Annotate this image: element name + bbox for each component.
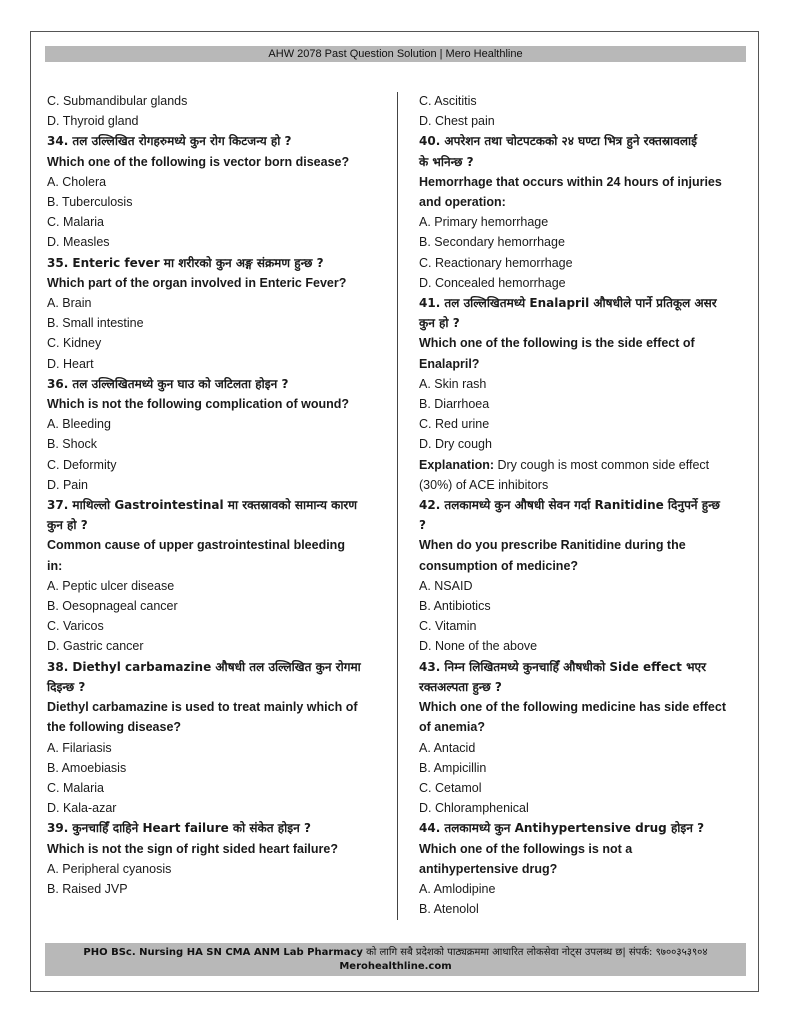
answer-option: C. Submandibular glands: [47, 94, 188, 108]
answer-option: B. Raised JVP: [47, 881, 128, 896]
answer-option: A. Brain: [47, 296, 92, 311]
answer-option: B. Tuberculosis: [47, 195, 133, 210]
answer-option: A. Filariasis: [47, 740, 112, 755]
answer-option: A. NSAID: [419, 578, 473, 593]
question-english: Common cause of upper gastrointestinal bleeding: [47, 538, 345, 553]
question-nepali: 41. तल उल्लिखितमध्ये Enalapril औषधीले पार्ने प्रतिकूल असर: [419, 296, 717, 311]
left-column: [47, 91, 377, 899]
answer-option: D. Dry cough: [419, 437, 492, 452]
answer-option: A. Cholera: [47, 174, 107, 189]
answer-option: C. Ascititis: [419, 94, 477, 108]
explanation: [419, 455, 749, 475]
answer-option: A. Skin rash: [419, 376, 487, 391]
question-english: Which one of the following medicine has side effect: [419, 700, 726, 715]
question-english: of anemia?: [419, 720, 485, 735]
question-english: Which is not the sign of right sided heart failure?: [47, 841, 338, 856]
question-english: the following disease?: [47, 720, 182, 735]
header-title: AHW 2078 Past Question Solution | Mero Healthline: [268, 48, 523, 60]
question-english: Which part of the organ involved in Enteric Fever?: [47, 275, 347, 290]
answer-option: B. Ampicillin: [419, 760, 487, 775]
answer-option: C. Kidney: [47, 336, 102, 351]
question-nepali: 34. तल उल्लिखित रोगहरुमध्ये कुन रोग किटजन्य हो ?: [47, 134, 292, 149]
question-english: Which one of the followings is not a: [419, 841, 633, 856]
answer-option: D. Pain: [47, 477, 88, 492]
explanation-label: Explanation:: [419, 457, 495, 472]
question-english: Which one of the following is vector born disease?: [47, 154, 350, 169]
question-nepali: दिइन्छ ?: [47, 679, 86, 694]
answer-option: D. Kala-azar: [47, 801, 117, 816]
question-nepali: 43. निम्न लिखितमध्ये कुनचाहिँ औषधीको Side effect भएर: [419, 659, 707, 674]
footer-website: Merohealthline.com: [339, 961, 452, 972]
question-english: Which is not the following complication of wound?: [47, 397, 350, 412]
column-divider: [397, 92, 398, 920]
question-nepali: 38. Diethyl carbamazine औषधी तल उल्लिखित कुन रोगमा: [47, 659, 361, 674]
question-english: in:: [47, 558, 63, 573]
answer-option: C. Varicos: [47, 619, 104, 634]
explanation-text: Dry cough is most common side effect: [494, 457, 710, 472]
question-english: antihypertensive drug?: [419, 861, 558, 876]
question-nepali: 42. तलकामध्ये कुन औषधी सेवन गर्दा Ranitidine दिनुपर्ने हुन्छ: [419, 498, 720, 513]
answer-option: A. Peripheral cyanosis: [47, 861, 172, 876]
question-nepali: कुन हो ?: [47, 518, 88, 533]
answer-option: B. Oesopnageal cancer: [47, 599, 178, 614]
question-english: Enalapril?: [419, 356, 480, 371]
answer-option: D. Gastric cancer: [47, 639, 144, 654]
footer-courses: PHO BSc. Nursing HA SN CMA ANM Lab Pharmacy: [83, 947, 363, 958]
answer-option: B. Amoebiasis: [47, 760, 127, 775]
question-nepali: 40. अपरेशन तथा चोटपटकको २४ घण्टा भित्र हुने रक्तस्रावलाई: [419, 134, 698, 149]
question-nepali: 37. माथिल्लो Gastrointestinal मा रक्तस्रावको सामान्य कारण: [47, 498, 358, 513]
answer-option: B. Secondary hemorrhage: [419, 235, 565, 250]
question-english: and operation:: [419, 195, 506, 210]
question-english: When do you prescribe Ranitidine during the: [419, 538, 686, 553]
answer-option: C. Deformity: [47, 457, 117, 472]
footer-line-1: [45, 943, 746, 960]
question-nepali: कुन हो ?: [419, 316, 460, 331]
question-nepali: 36. तल उल्लिखितमध्ये कुन घाउ को जटिलता होइन ?: [47, 376, 289, 391]
answer-option: C. Cetamol: [419, 780, 482, 795]
answer-option: B. Small intestine: [47, 316, 144, 331]
answer-option: A. Antacid: [419, 740, 476, 755]
answer-option: B. Atenolol: [419, 902, 479, 917]
answer-option: C. Red urine: [419, 417, 490, 432]
answer-option: A. Amlodipine: [419, 881, 496, 896]
question-nepali: 39. कुनचाहिँ दाहिने Heart failure को संकेत होइन ?: [47, 821, 311, 836]
question-nepali: 35. Enteric fever मा शरीरको कुन अङ्ग संक्रमण हुन्छ ?: [47, 255, 324, 270]
answer-option: D. Chloramphenical: [419, 801, 529, 816]
answer-option: D. Concealed hemorrhage: [419, 275, 566, 290]
answer-option: D. None of the above: [419, 639, 538, 654]
question-english: Diethyl carbamazine is used to treat mainly which of: [47, 700, 358, 715]
question-nepali: ?: [419, 518, 426, 533]
answer-option: A. Bleeding: [47, 417, 111, 432]
answer-option: B. Shock: [47, 437, 98, 452]
question-english: Which one of the following is the side effect of: [419, 336, 695, 351]
question-nepali: रक्तअल्पता हुन्छ ?: [419, 679, 502, 694]
answer-option: (30%) of ACE inhibitors: [419, 477, 549, 492]
footer-contact: को लागि सबै प्रदेशको पाठ्यक्रममा आधारित लोकसेवा नोट्स उपलब्ध छ| संपर्क: ९७००३५३९०४: [362, 947, 708, 958]
page-header: [45, 46, 746, 62]
question-nepali: के भनिन्छ ?: [419, 154, 474, 169]
answer-option: D. Chest pain: [419, 114, 495, 129]
answer-option: D. Thyroid gland: [47, 114, 139, 129]
answer-option: B. Diarrhoea: [419, 397, 490, 412]
answer-option: C. Malaria: [47, 215, 104, 230]
question-english: Hemorrhage that occurs within 24 hours of injuries: [419, 174, 722, 189]
right-column: [419, 91, 749, 919]
question-nepali: 44. तलकामध्ये कुन Antihypertensive drug होइन ?: [419, 821, 705, 836]
answer-option: C. Reactionary hemorrhage: [419, 255, 573, 270]
answer-option: C. Vitamin: [419, 619, 477, 634]
question-english: consumption of medicine?: [419, 558, 579, 573]
answer-option: A. Peptic ulcer disease: [47, 578, 175, 593]
answer-option: B. Antibiotics: [419, 599, 491, 614]
answer-option: D. Measles: [47, 235, 110, 250]
answer-option: A. Primary hemorrhage: [419, 215, 549, 230]
page-footer: [45, 943, 746, 976]
answer-option: C. Malaria: [47, 780, 104, 795]
answer-option: D. Heart: [47, 356, 94, 371]
